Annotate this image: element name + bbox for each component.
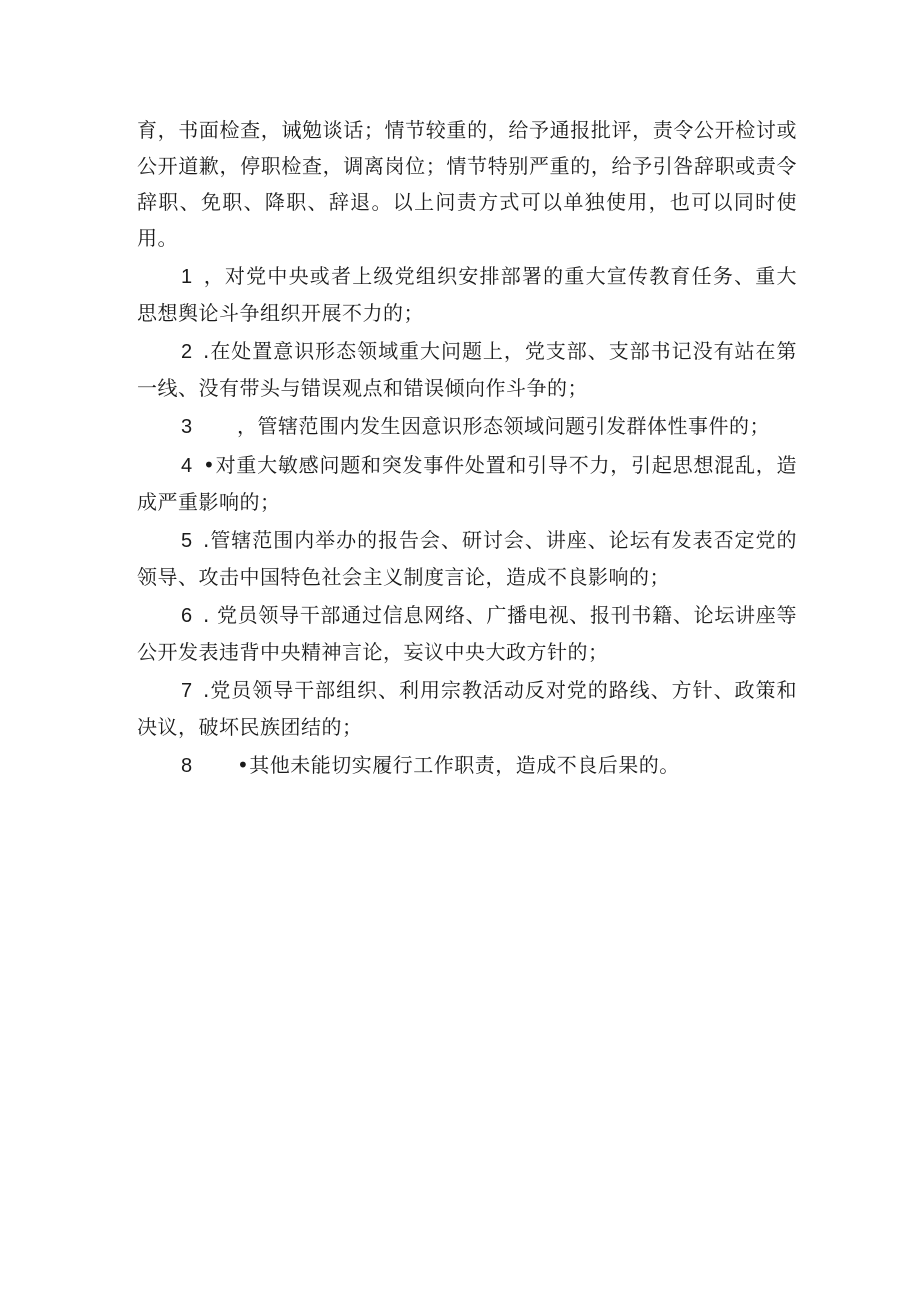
- list-item-text: ，对党中央或者上级党组织安排部署的重大宣传教育任务、重大思想舆论斗争组织开展不力的；: [137, 264, 797, 325]
- list-item-text: .管辖范围内举办的报告会、研讨会、讲座、论坛有发表否定党的领导、攻击中国特色社会主义制度言论，造成不良影响的；: [137, 528, 797, 589]
- list-item: [137, 672, 797, 745]
- list-item: [137, 258, 797, 331]
- document-body: [137, 112, 797, 786]
- list-item: [137, 747, 797, 784]
- list-item-number: 6: [181, 605, 193, 627]
- list-item: [137, 447, 797, 520]
- list-item: [137, 408, 797, 445]
- list-item-text: .党员领导干部组织、利用宗教活动反对党的路线、方针、政策和决议，破坏民族团结的；: [137, 678, 797, 739]
- list-item-number: 8: [181, 755, 193, 777]
- list-item-number: 5: [181, 530, 193, 552]
- list-item-number: 2: [181, 341, 193, 363]
- list-item-number: 1: [181, 266, 193, 288]
- list-item: [137, 597, 797, 670]
- list-item: [137, 522, 797, 595]
- list-item-number: 4: [181, 455, 193, 477]
- list-item-text: ，管辖范围内发生因意识形态领域问题引发群体性事件的；: [237, 414, 770, 438]
- list-item-text: •对重大敏感问题和突发事件处置和引导不力，引起思想混乱，造成严重影响的；: [137, 453, 797, 514]
- list-item: [137, 333, 797, 406]
- list-item-text: . 党员领导干部通过信息网络、广播电视、报刊书籍、论坛讲座等公开发表违背中央精神言论，妄议中央大政方针的；: [137, 603, 797, 664]
- intro-paragraph: 育，书面检查，诫勉谈话；情节较重的，给予通报批评，责令公开检讨或公开道歉，停职检查，调离岗位；情节特别严重的，给予引咎辞职或责令辞职、免职、降职、辞退。以上问责方式可以单独使用，也可以同时使用。: [137, 118, 797, 250]
- list-item-number: 3: [181, 416, 193, 438]
- list-item-text: •其他未能切实履行工作职责，造成不良后果的。: [237, 753, 680, 777]
- list-item-text: .在处置意识形态领域重大问题上，党支部、支部书记没有站在第一线、没有带头与错误观点和错误倾向作斗争的；: [137, 339, 797, 400]
- list-item-number: 7: [181, 680, 193, 702]
